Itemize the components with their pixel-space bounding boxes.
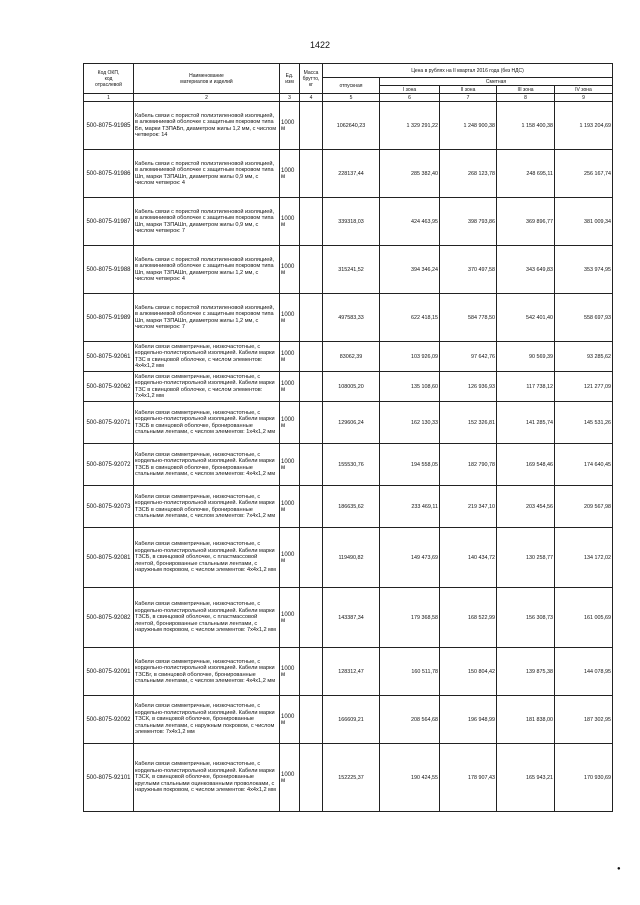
zone-4-price: 134 172,02: [555, 528, 613, 588]
mass: [300, 588, 323, 648]
material-name: Кабель связи с пористой полиэтиленовой изоляцией, в алюминиевой оболочке с защитным покровом типа Шп, марки ТЗПАШп, диаметром жилы 0,9 мм, с числом четверок: 4: [134, 150, 280, 198]
unit: 1000 м: [280, 372, 300, 402]
zone-3-price: 141 285,74: [497, 402, 555, 444]
zone-4-price: 1 193 204,69: [555, 102, 613, 150]
release-price: 83062,39: [323, 342, 380, 372]
zone-3-price: 117 738,12: [497, 372, 555, 402]
table-row: [84, 342, 613, 372]
header-code: Код ОКП, код отраслевой: [84, 64, 134, 94]
unit: 1000 м: [280, 486, 300, 528]
unit: 1000 м: [280, 648, 300, 696]
header-release: отпускная: [323, 78, 380, 94]
page-edge-mark: ●: [617, 866, 621, 872]
okp-code: 500-8075-92073: [84, 486, 134, 528]
header-estimate: Сметная: [380, 78, 613, 86]
release-price: 186635,62: [323, 486, 380, 528]
zone-1-price: 394 346,24: [380, 246, 440, 294]
page-number: 1422: [309, 40, 331, 50]
zone-2-price: 182 790,78: [440, 444, 497, 486]
material-name: Кабели связи симметричные, низкочастотные, с кордельно-полистирольной изоляцией. Кабели марки ТЗСК, в свинцовой оболочке, бронированные круглыми стальными оцинкованными проволоками, с наружным покровом, с числом элементов: 4х4х1,2 мм: [134, 744, 280, 812]
zone-4-price: 381 009,34: [555, 198, 613, 246]
zone-1-price: 194 558,05: [380, 444, 440, 486]
okp-code: 500-8075-91985: [84, 102, 134, 150]
zone-1-price: 233 469,11: [380, 486, 440, 528]
unit: 1000 м: [280, 444, 300, 486]
zone-1-price: 160 511,78: [380, 648, 440, 696]
zone-2-price: 268 123,78: [440, 150, 497, 198]
zone-4-price: 353 974,95: [555, 246, 613, 294]
unit: 1000 м: [280, 744, 300, 812]
zone-3-price: 169 548,46: [497, 444, 555, 486]
zone-1-price: 622 418,15: [380, 294, 440, 342]
mass: [300, 372, 323, 402]
zone-2-price: 150 804,42: [440, 648, 497, 696]
zone-4-price: 170 930,69: [555, 744, 613, 812]
zone-2-price: 370 497,58: [440, 246, 497, 294]
table-row: [84, 198, 613, 246]
table-row: [84, 588, 613, 648]
unit: 1000 м: [280, 528, 300, 588]
table-row: [84, 150, 613, 198]
mass: [300, 198, 323, 246]
release-price: 155530,76: [323, 444, 380, 486]
unit: 1000 м: [280, 402, 300, 444]
column-number: 7: [440, 94, 497, 102]
table-row: [84, 486, 613, 528]
table-row: [84, 102, 613, 150]
zone-1-price: 103 926,09: [380, 342, 440, 372]
mass: [300, 444, 323, 486]
material-name: Кабели связи симметричные, низкочастотные, с кордельно-полистирольной изоляцией. Кабели марки ТЗСК, в свинцовой оболочке, бронированные стальными лентами, с наружным покровом, с числом элементов: 7х4х1,2 мм: [134, 696, 280, 744]
zone-2-price: 140 434,72: [440, 528, 497, 588]
zone-3-price: 130 258,77: [497, 528, 555, 588]
material-name: Кабели связи симметричные, низкочастотные, с кордельно-полистирольной изоляцией. Кабели марки ТЗС в свинцовой оболочке, с числом элементов: 4х4х1,2 мм: [134, 342, 280, 372]
header-zone-2: II зона: [440, 86, 497, 94]
material-name: Кабели связи симметричные, низкочастотные, с кордельно-полистирольной изоляцией. Кабели марки ТЗСБ, в свинцовой оболочке, с пластмассовой лентой, бронированные стальными лентами, с наружным покровом, с числом элементов: 4х4х1,2 мм: [134, 528, 280, 588]
zone-4-price: 209 567,98: [555, 486, 613, 528]
okp-code: 500-8075-92092: [84, 696, 134, 744]
zone-4-price: 187 302,95: [555, 696, 613, 744]
table-row: [84, 744, 613, 812]
table-row: [84, 372, 613, 402]
zone-4-price: 558 697,93: [555, 294, 613, 342]
material-name: Кабель связи с пористой полиэтиленовой изоляцией, в алюминиевой оболочке с защитным покровом типа Шп, марки ТЗПАШп, диаметром жилы 1,2 мм, с числом четверок: 4: [134, 246, 280, 294]
column-number: 2: [134, 94, 280, 102]
material-name: Кабель связи с пористой полиэтиленовой изоляцией, в алюминиевой оболочке с защитным покровом типа Шп, марки ТЗПАШп, диаметром жилы 0,9 мм, с числом четверок: 7: [134, 198, 280, 246]
zone-1-price: 149 473,69: [380, 528, 440, 588]
price-table: [83, 63, 613, 812]
zone-3-price: 369 896,77: [497, 198, 555, 246]
unit: 1000 м: [280, 246, 300, 294]
header-unit: Ед. изм: [280, 64, 300, 94]
mass: [300, 648, 323, 696]
zone-2-price: 219 347,10: [440, 486, 497, 528]
zone-4-price: 93 285,62: [555, 342, 613, 372]
zone-3-price: 90 569,39: [497, 342, 555, 372]
zone-4-price: 121 277,09: [555, 372, 613, 402]
okp-code: 500-8075-92101: [84, 744, 134, 812]
okp-code: 500-8075-91986: [84, 150, 134, 198]
material-name: Кабели связи симметричные, низкочастотные, с кордельно-полистирольной изоляцией. Кабели марки ТЗС в свинцовой оболочке, с числом элементов: 7х4х1,2 мм: [134, 372, 280, 402]
zone-4-price: 144 078,95: [555, 648, 613, 696]
column-number: 9: [555, 94, 613, 102]
column-number-row: [84, 94, 613, 102]
zone-4-price: 161 005,69: [555, 588, 613, 648]
header-price-title: Цена в рублях на II квартал 2016 года (без НДС): [323, 64, 613, 78]
column-number: 5: [323, 94, 380, 102]
material-name: Кабели связи симметричные, низкочастотные, с кордельно-полистирольной изоляцией. Кабели марки ТЗСБ в свинцовой оболочке, бронированные стальными лентами, с числом элементов: 7х4х1,2 мм: [134, 486, 280, 528]
column-number: 8: [497, 94, 555, 102]
material-name: Кабели связи симметричные, низкочастотные, с кордельно-полистирольной изоляцией. Кабели марки ТЗСБ в свинцовой оболочке, бронированные стальными лентами, с числом элементов: 1х4х1,2 мм: [134, 402, 280, 444]
zone-4-price: 145 531,26: [555, 402, 613, 444]
zone-1-price: 179 368,58: [380, 588, 440, 648]
table-row: [84, 246, 613, 294]
okp-code: 500-8075-92082: [84, 588, 134, 648]
okp-code: 500-8075-92072: [84, 444, 134, 486]
okp-code: 500-8075-92081: [84, 528, 134, 588]
zone-4-price: 256 167,74: [555, 150, 613, 198]
okp-code: 500-8075-92091: [84, 648, 134, 696]
column-number: 1: [84, 94, 134, 102]
zone-2-price: 152 326,81: [440, 402, 497, 444]
zone-1-price: 285 382,40: [380, 150, 440, 198]
zone-2-price: 97 642,76: [440, 342, 497, 372]
zone-3-price: 248 695,11: [497, 150, 555, 198]
release-price: 497583,33: [323, 294, 380, 342]
unit: 1000 м: [280, 150, 300, 198]
release-price: 315241,52: [323, 246, 380, 294]
unit: 1000 м: [280, 294, 300, 342]
zone-1-price: 135 108,60: [380, 372, 440, 402]
zone-3-price: 165 943,21: [497, 744, 555, 812]
column-number: 6: [380, 94, 440, 102]
release-price: 129606,24: [323, 402, 380, 444]
unit: 1000 м: [280, 198, 300, 246]
okp-code: 500-8075-92061: [84, 342, 134, 372]
okp-code: 500-8075-92062: [84, 372, 134, 402]
material-name: Кабель связи с пористой полиэтиленовой изоляцией, в алюминиевой оболочке с защитным покровом типа Шп, марки ТЗПАШп, диаметром жилы 1,2 мм, с числом четверок: 7: [134, 294, 280, 342]
release-price: 108005,20: [323, 372, 380, 402]
table-row: [84, 648, 613, 696]
okp-code: 500-8075-91989: [84, 294, 134, 342]
header-zone-1: I зона: [380, 86, 440, 94]
zone-1-price: 162 130,33: [380, 402, 440, 444]
mass: [300, 528, 323, 588]
header-zone-4: IV зона: [555, 86, 613, 94]
material-name: Кабель связи с пористой полиэтиленовой изоляцией, в алюминиевой оболочке с защитным покровом типа Бп, марки ТЗПАБп, диаметром жилы 1,2 мм, с числом четверок: 14: [134, 102, 280, 150]
zone-2-price: 1 248 900,38: [440, 102, 497, 150]
zone-1-price: 190 424,55: [380, 744, 440, 812]
zone-2-price: 196 948,99: [440, 696, 497, 744]
mass: [300, 342, 323, 372]
zone-3-price: 542 401,40: [497, 294, 555, 342]
release-price: 166609,21: [323, 696, 380, 744]
zone-3-price: 343 649,83: [497, 246, 555, 294]
zone-4-price: 174 640,45: [555, 444, 613, 486]
zone-3-price: 181 838,00: [497, 696, 555, 744]
release-price: 128312,47: [323, 648, 380, 696]
zone-3-price: 156 308,73: [497, 588, 555, 648]
release-price: 339318,03: [323, 198, 380, 246]
header-zone-3: III зона: [497, 86, 555, 94]
material-name: Кабели связи симметричные, низкочастотные, с кордельно-полистирольной изоляцией. Кабели марки ТЗСБ, в свинцовой оболочке, с пластмассовой лентой, бронированные стальными лентами, с наружным покровом, с числом элементов: 7х4х1,2 мм: [134, 588, 280, 648]
unit: 1000 м: [280, 696, 300, 744]
table-row: [84, 444, 613, 486]
table-row: [84, 696, 613, 744]
material-name: Кабели связи симметричные, низкочастотные, с кордельно-полистирольной изоляцией. Кабели марки ТЗСБ в свинцовой оболочке, бронированные стальными лентами, с числом элементов: 4х4х1,2 мм: [134, 444, 280, 486]
release-price: 143387,34: [323, 588, 380, 648]
zone-3-price: 139 875,38: [497, 648, 555, 696]
header-name: Наименование материалов и изделий: [134, 64, 280, 94]
release-price: 1062640,23: [323, 102, 380, 150]
zone-2-price: 178 907,43: [440, 744, 497, 812]
column-number: 3: [280, 94, 300, 102]
material-name: Кабели связи симметричные, низкочастотные, с кордельно-полистирольной изоляцией. Кабели марки ТЗСБг, в свинцовой оболочке, бронированные стальными лентами, с числом элементов: 4х4х1,2 мм: [134, 648, 280, 696]
zone-3-price: 203 454,56: [497, 486, 555, 528]
mass: [300, 486, 323, 528]
mass: [300, 150, 323, 198]
unit: 1000 м: [280, 588, 300, 648]
column-number: 4: [300, 94, 323, 102]
zone-2-price: 584 778,50: [440, 294, 497, 342]
release-price: 152225,37: [323, 744, 380, 812]
zone-1-price: 1 329 291,22: [380, 102, 440, 150]
table-row: [84, 528, 613, 588]
unit: 1000 м: [280, 102, 300, 150]
zone-1-price: 424 463,95: [380, 198, 440, 246]
okp-code: 500-8075-91988: [84, 246, 134, 294]
mass: [300, 402, 323, 444]
release-price: 228137,44: [323, 150, 380, 198]
table-row: [84, 294, 613, 342]
mass: [300, 696, 323, 744]
okp-code: 500-8075-91987: [84, 198, 134, 246]
mass: [300, 744, 323, 812]
zone-3-price: 1 158 400,38: [497, 102, 555, 150]
table-row: [84, 402, 613, 444]
zone-1-price: 208 564,68: [380, 696, 440, 744]
zone-2-price: 126 936,93: [440, 372, 497, 402]
zone-2-price: 168 522,99: [440, 588, 497, 648]
okp-code: 500-8075-92071: [84, 402, 134, 444]
mass: [300, 102, 323, 150]
header-mass: Масса брутто, кг: [300, 64, 323, 94]
unit: 1000 м: [280, 342, 300, 372]
mass: [300, 246, 323, 294]
zone-2-price: 398 793,86: [440, 198, 497, 246]
mass: [300, 294, 323, 342]
release-price: 119490,82: [323, 528, 380, 588]
